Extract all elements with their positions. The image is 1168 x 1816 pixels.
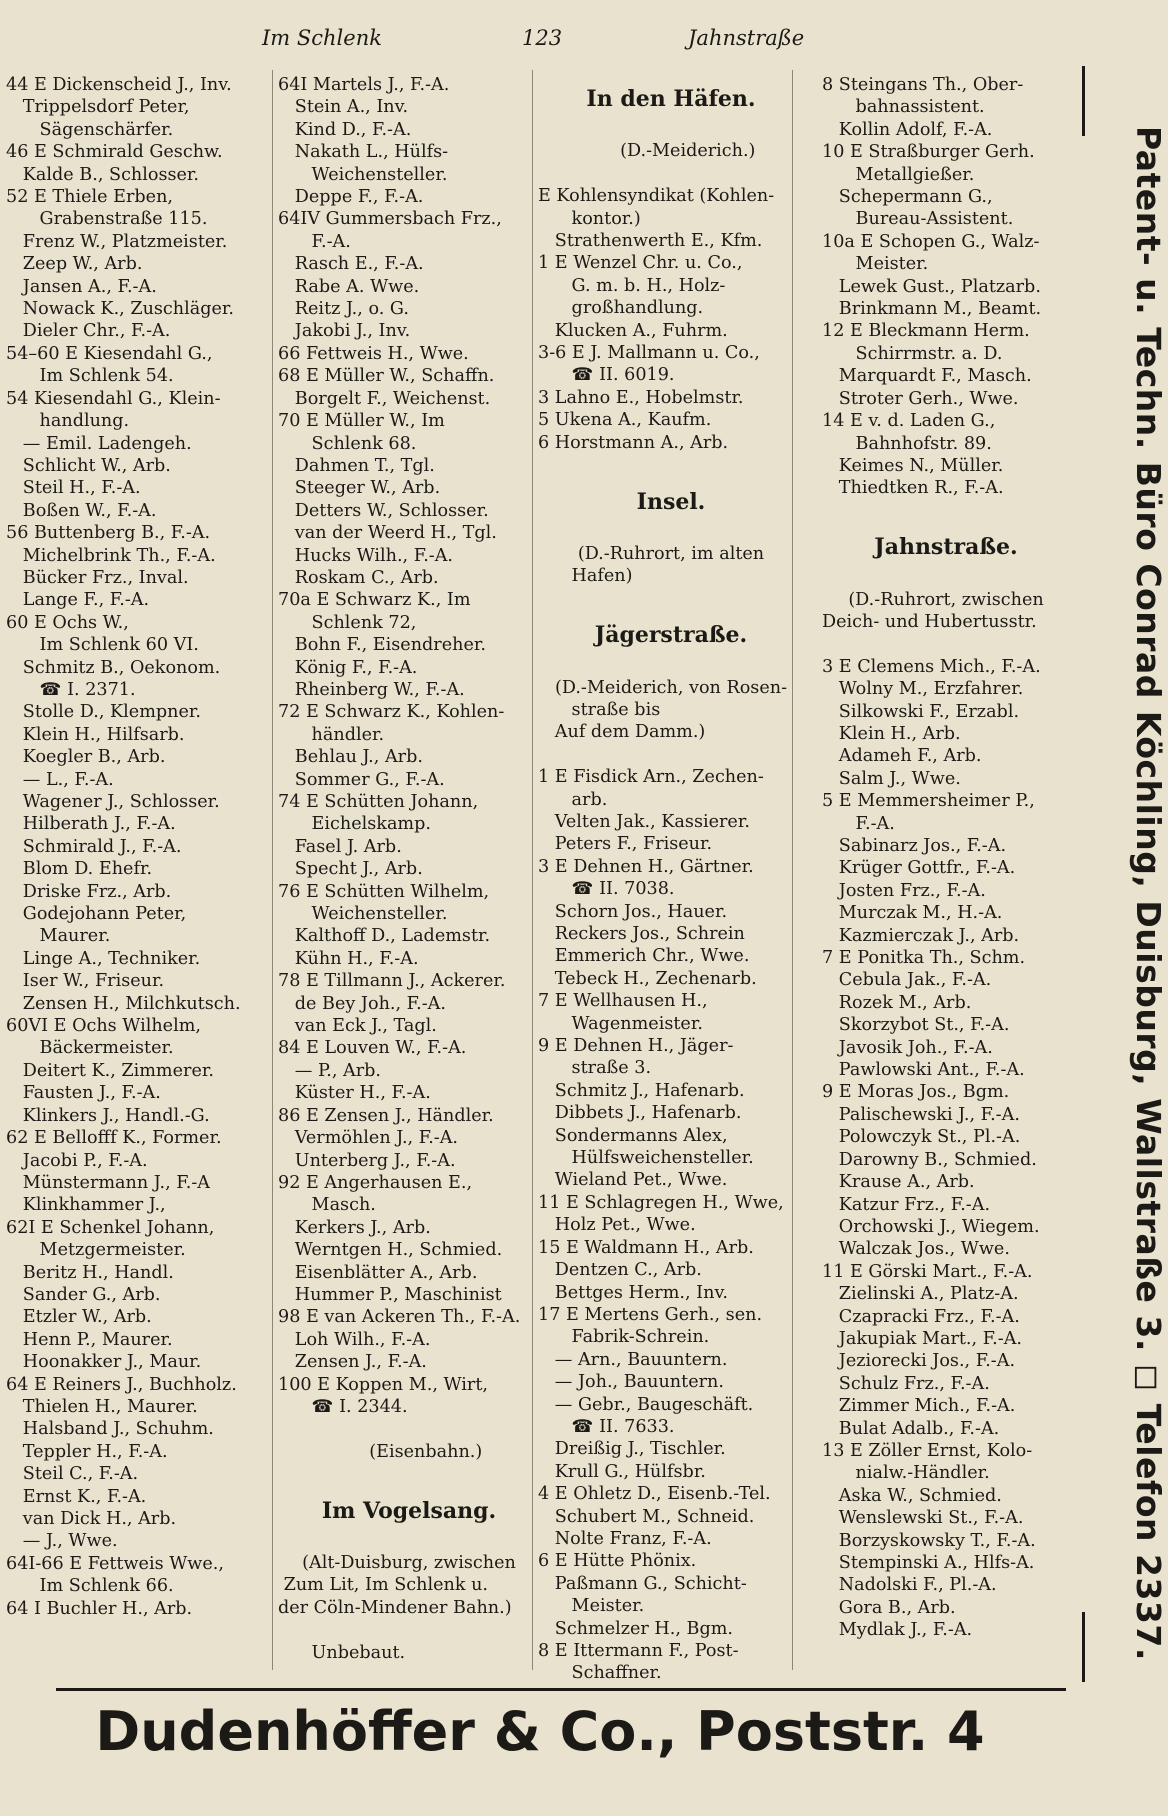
directory-entry: Steil H., F.-A.	[6, 478, 141, 499]
directory-entry: händler.	[278, 724, 385, 745]
directory-entry: Tebeck H., Zechenarb.	[538, 968, 757, 989]
directory-entry: Halsband J., Schuhm.	[6, 1419, 214, 1440]
directory-entry: Murczak M., H.-A.	[822, 903, 1003, 924]
directory-entry: Jakobi J., Inv.	[278, 321, 411, 342]
directory-entry: Adameh F., Arb.	[822, 746, 982, 767]
directory-entry: 66 Fettweis H., Wwe.	[278, 343, 469, 364]
directory-entry: Schorn Jos., Hauer.	[538, 901, 728, 922]
running-head-right: Jahnstraße	[688, 26, 805, 50]
directory-entry: Unterberg J., F.-A.	[278, 1150, 456, 1171]
directory-entry: Steeger W., Arb.	[278, 478, 441, 499]
directory-entry: van Eck J., Tagl.	[278, 1016, 437, 1037]
directory-entry: 62I E Schenkel Johann,	[6, 1217, 215, 1238]
spacer	[278, 1418, 540, 1440]
directory-entry: Metzgermeister.	[6, 1240, 186, 1261]
directory-entry: Kalde B., Schlosser.	[6, 164, 200, 185]
directory-entry: Jeziorecki Jos., F.-A.	[822, 1351, 1016, 1372]
directory-entry: ☎ II. 6019.	[538, 365, 675, 386]
directory-entry: Deich- und Hubertusstr.	[822, 611, 1037, 632]
spacer	[278, 1530, 540, 1552]
directory-entry: Kühn H., F.-A.	[278, 948, 419, 969]
directory-entry: Reckers Jos., Schrein	[538, 924, 745, 944]
directory-entry: 3 Lahno E., Hobelmstr.	[538, 387, 744, 408]
directory-entry: Nakath L., Hülfs-	[278, 142, 449, 163]
directory-entry: Zum Lit, Im Schlenk u.	[278, 1575, 488, 1596]
directory-entry: Nolte Franz, F.-A.	[538, 1528, 712, 1549]
directory-entry: Gora B., Arb.	[822, 1597, 956, 1618]
directory-entry: Kerkers J., Arb.	[278, 1217, 431, 1238]
directory-entry: Kazmierczak J., Arb.	[822, 925, 1020, 946]
directory-entry: Strathenwerth E., Kfm.	[538, 231, 763, 252]
directory-entry: Kollin Adolf, F.-A.	[822, 119, 993, 140]
directory-entry: 4 E Ohletz D., Eisenb.-Tel.	[538, 1484, 771, 1505]
directory-entry: 60 E Ochs W.,	[6, 612, 129, 633]
directory-entry: Jacobi P., F.-A.	[6, 1150, 148, 1171]
directory-entry: 7 E Ponitka Th., Schm.	[822, 948, 1026, 969]
directory-entry: Vermöhlen J., F.-A.	[278, 1128, 459, 1149]
spacer	[538, 163, 804, 185]
directory-entry: — L., F.-A.	[6, 769, 114, 790]
spacer	[538, 588, 804, 610]
street-heading: Jägerstraße.	[594, 622, 748, 649]
directory-entry: 64I-66 E Fettweis Wwe.,	[6, 1553, 224, 1574]
directory-entry: Borgelt F., Weichenst.	[278, 388, 491, 409]
spacer	[822, 500, 1070, 522]
directory-entry: Unbebaut.	[278, 1642, 406, 1663]
directory-entry: Steil C., F.-A.	[6, 1464, 139, 1485]
directory-entry: Schaffner.	[538, 1663, 662, 1684]
directory-entry: der Cöln-Mindener Bahn.)	[278, 1597, 512, 1618]
directory-entry: 68 E Müller W., Schaffn.	[278, 366, 495, 387]
directory-entry: Reitz J., o. G.	[278, 299, 409, 320]
directory-entry: Behlau J., Arb.	[278, 747, 423, 768]
directory-entry: Werntgen H., Schmied.	[278, 1240, 503, 1261]
directory-entry: ☎ I. 2371.	[6, 679, 136, 700]
directory-entry: Specht J., Arb.	[278, 859, 423, 880]
directory-entry: — Joh., Bauuntern.	[538, 1372, 724, 1393]
street-heading: In den Häfen.	[586, 86, 756, 112]
directory-entry: 3 E Clemens Mich., F.-A.	[822, 656, 1041, 677]
directory-entry: Holz Pet., Wwe.	[538, 1215, 696, 1236]
directory-entry: 5 Ukena A., Kaufm.	[538, 410, 712, 431]
directory-entry: 11 E Görski Mart., F.-A.	[822, 1261, 1033, 1282]
directory-entry: Rasch E., F.-A.	[278, 254, 424, 275]
directory-entry: Schlicht W., Arb.	[6, 455, 171, 476]
directory-entry: Auf dem Damm.)	[538, 722, 706, 743]
directory-entry: 78 E Tillmann J., Ackerer.	[278, 971, 506, 992]
directory-entry: ☎ I. 2344.	[278, 1396, 408, 1417]
directory-entry: 56 Buttenberg B., F.-A.	[6, 523, 211, 544]
street-note: (D.-Meiderich, von Rosen-	[554, 677, 788, 698]
directory-entry: Pawlowski Ant., F.-A.	[822, 1060, 1025, 1081]
directory-entry: Sommer G., F.-A.	[278, 769, 445, 790]
directory-entry: Rabe A. Wwe.	[278, 276, 420, 297]
directory-entry: Dibbets J., Hafenarb.	[538, 1103, 742, 1124]
directory-entry: 15 E Waldmann H., Arb.	[538, 1237, 754, 1258]
directory-entry: 98 E van Ackeren Th., F.-A.	[278, 1307, 521, 1328]
directory-entry: Aska W., Schmied.	[822, 1485, 1002, 1506]
page-number: 123	[522, 26, 563, 50]
directory-entry: 74 E Schütten Johann,	[278, 792, 479, 812]
directory-entry: Katzur Frz., F.-A.	[822, 1194, 991, 1215]
directory-entry: 64 I Buchler H., Arb.	[6, 1598, 193, 1619]
directory-entry: Klucken A., Fuhrm.	[538, 320, 728, 341]
directory-entry: Im Schlenk 60 VI.	[6, 635, 199, 656]
directory-entry: Thiedtken R., F.-A.	[822, 478, 1004, 499]
directory-entry: 44 E Dickenscheid J., Inv.	[6, 75, 232, 95]
directory-entry: 9 E Moras Jos., Bgm.	[822, 1082, 1010, 1103]
street-note: (D.-Ruhrort, im alten	[577, 543, 765, 564]
directory-entry: Meister.	[822, 254, 929, 275]
directory-entry: 12 E Bleckmann Herm.	[822, 321, 1030, 342]
directory-entry: Im Schlenk 66.	[6, 1576, 174, 1597]
directory-entry: Hummer P., Maschinist	[278, 1284, 502, 1305]
directory-entry: Bulat Adalb., F.-A.	[822, 1418, 1000, 1439]
directory-entry: Schmirald J., F.-A.	[6, 836, 182, 857]
directory-entry: Bureau-Assistent.	[822, 209, 1014, 230]
directory-entry: 3-6 E J. Mallmann u. Co.,	[538, 343, 760, 364]
directory-entry: Rozek M., Arb.	[822, 992, 972, 1013]
directory-entry: Beritz H., Handl.	[6, 1262, 174, 1283]
directory-entry: 13 E Zöller Ernst, Kolo-	[822, 1440, 1033, 1461]
directory-entry: Brinkmann M., Beamt.	[822, 299, 1042, 320]
directory-entry: Roskam C., Arb.	[278, 567, 439, 588]
directory-entry: Sondermanns Alex,	[538, 1125, 728, 1146]
directory-entry: 52 E Thiele Erben,	[6, 187, 174, 208]
directory-entry: arb.	[538, 789, 608, 810]
directory-entry: Wagenmeister.	[538, 1013, 703, 1034]
directory-entry: großhandlung.	[538, 298, 704, 319]
directory-entry: 84 E Louven W., F.-A.	[278, 1038, 467, 1059]
directory-entry: Dieler Chr., F.-A.	[6, 321, 171, 342]
side-advertisement	[1074, 66, 1168, 1682]
directory-entry: 76 E Schütten Wilhelm,	[278, 881, 490, 902]
footer-advertisement: Dudenhöffer & Co., Poststr. 4	[95, 1700, 985, 1763]
directory-entry: Eisenblätter A., Arb.	[278, 1262, 478, 1283]
directory-entry: Teppler H., F.-A.	[6, 1441, 168, 1462]
directory-entry: 3 E Dehnen H., Gärtner.	[538, 856, 754, 877]
directory-entry: Metallgießer.	[822, 164, 975, 185]
directory-entry: Detters W., Schlosser.	[278, 500, 489, 521]
spacer	[538, 521, 804, 543]
directory-entry: Maurer.	[6, 926, 111, 947]
directory-entry: 64I Martels J., F.-A.	[278, 75, 450, 95]
directory-entry: Marquardt F., Masch.	[822, 366, 1032, 387]
directory-entry: Nadolski F., Pl.-A.	[822, 1575, 997, 1596]
spacer	[822, 566, 1070, 588]
directory-entry: Bahnhofstr. 89.	[822, 433, 992, 454]
directory-entry: Hilberath J., F.-A.	[6, 814, 176, 835]
directory-entry: Küster H., F.-A.	[278, 1083, 431, 1104]
directory-entry: 8 Steingans Th., Ober-	[822, 75, 1024, 95]
directory-entry: straße 3.	[538, 1058, 652, 1079]
rule-line	[1082, 66, 1085, 136]
spacer	[822, 633, 1070, 655]
directory-entry: Koegler B., Arb.	[6, 747, 166, 768]
directory-entry: Sägenschärfer.	[6, 119, 174, 140]
directory-entry: Driske Frz., Arb.	[6, 881, 172, 902]
directory-entry: Palischewski J., F.-A.	[822, 1104, 1020, 1125]
directory-entry: Im Schlenk 54.	[6, 366, 174, 387]
directory-entry: Ernst K., F.-A.	[6, 1486, 147, 1507]
directory-entry: Blom D. Ehefr.	[6, 859, 153, 880]
directory-entry: Linge A., Techniker.	[6, 948, 201, 969]
directory-entry: Stempinski A., Hlfs-A.	[822, 1553, 1035, 1573]
side-advert-text: Patent- u. Techn. Büro Conrad Köchling, Duisburg, Wallstraße 3. ◻ Telefon 2337.	[1129, 126, 1168, 1661]
directory-entry: 10a E Schopen G., Walz-	[822, 231, 1040, 252]
directory-entry: 70a E Schwarz K., Im	[278, 590, 471, 611]
directory-entry: Trippelsdorf Peter,	[6, 97, 190, 118]
directory-entry: Cebula Jak., F.-A.	[822, 970, 992, 991]
directory-entry: Fasel J. Arb.	[278, 836, 402, 857]
directory-entry: Kind D., F.-A.	[278, 119, 412, 140]
directory-entry: 92 E Angerhausen E.,	[278, 1172, 473, 1193]
directory-entry: Zielinski A., Platz-A.	[822, 1284, 1019, 1305]
directory-entry: Borzyskowsky T., F.-A.	[822, 1530, 1036, 1551]
spacer	[538, 744, 804, 766]
directory-entry: nialw.-Händler.	[822, 1463, 990, 1484]
directory-entry: 64IV Gummersbach Frz.,	[278, 209, 502, 230]
directory-entry: Thielen H., Maurer.	[6, 1396, 198, 1417]
directory-entry: — J., Wwe.	[6, 1531, 118, 1552]
directory-entry: Zimmer Mich., F.-A.	[822, 1396, 1016, 1417]
directory-entry: Czapracki Frz., F.-A.	[822, 1306, 1020, 1327]
directory-entry: E Kohlensyndikat (Kohlen-	[538, 186, 775, 207]
spacer	[278, 1619, 540, 1641]
directory-entry: Münstermann J., F.-A	[6, 1172, 210, 1193]
directory-entry: Krull G., Hülfsbr.	[538, 1461, 706, 1482]
directory-entry: 1 E Wenzel Chr. u. Co.,	[538, 253, 743, 274]
directory-entry: Klinkhammer J.,	[6, 1195, 166, 1216]
directory-entry: Stroter Gerh., Wwe.	[822, 388, 1019, 409]
rule-line	[1082, 1612, 1085, 1682]
directory-entry: 70 E Müller W., Im	[278, 411, 445, 432]
directory-entry: Jakupiak Mart., F.-A.	[822, 1328, 1023, 1349]
directory-entry: 17 E Mertens Gerh., sen.	[538, 1304, 763, 1325]
street-heading: Im Vogelsang.	[321, 1497, 497, 1524]
directory-entry: G. m. b. H., Holz-	[538, 275, 726, 296]
directory-entry: Wagener J., Schlosser.	[6, 792, 220, 812]
directory-entry: Boßen W., F.-A.	[6, 500, 157, 521]
directory-entry: Michelbrink Th., F.-A.	[6, 545, 216, 566]
directory-entry: Lewek Gust., Platzarb.	[822, 276, 1041, 297]
directory-entry: 60VI E Ochs Wilhelm,	[6, 1016, 201, 1037]
directory-entry: Fabrik-Schrein.	[538, 1327, 710, 1348]
directory-entry: Peters F., Friseur.	[538, 834, 713, 855]
directory-entry: Etzler W., Arb.	[6, 1307, 152, 1328]
directory-entry: Schmelzer H., Bgm.	[538, 1618, 734, 1639]
directory-entry: Weichensteller.	[278, 904, 448, 925]
directory-entry: Masch.	[278, 1195, 376, 1216]
directory-entry: Frenz W., Platzmeister.	[6, 231, 228, 252]
directory-column-4	[822, 74, 1070, 1642]
directory-entry: Silkowski F., Erzabl.	[822, 701, 1020, 722]
directory-entry: Meister.	[538, 1596, 645, 1617]
directory-entry: Schirrmstr. a. D.	[822, 343, 1003, 364]
directory-entry: Bettges Herm., Inv.	[538, 1282, 728, 1303]
directory-entry: bahnassistent.	[822, 97, 985, 118]
directory-entry: 64 E Reiners J., Buchholz.	[6, 1374, 237, 1395]
directory-entry: 100 E Koppen M., Wirt,	[278, 1374, 488, 1395]
directory-entry: handlung.	[6, 411, 130, 432]
directory-entry: 10 E Straßburger Gerh.	[822, 142, 1035, 163]
directory-entry: Hafen)	[538, 566, 633, 587]
street-heading: Insel.	[636, 488, 706, 515]
directory-entry: Orchowski J., Wiegem.	[822, 1216, 1040, 1237]
directory-entry: Nowack K., Zuschläger.	[6, 299, 234, 320]
directory-entry: van der Weerd H., Tgl.	[278, 523, 497, 544]
directory-entry: Bohn F., Eisendreher.	[278, 635, 486, 656]
directory-entry: Deppe F., F.-A.	[278, 187, 424, 208]
directory-entry: kontor.)	[538, 208, 641, 229]
directory-entry: Schulz Frz., F.-A.	[822, 1373, 990, 1394]
directory-entry: Grabenstraße 115.	[6, 209, 208, 230]
directory-entry: Zensen J., F.-A.	[278, 1352, 427, 1373]
directory-entry: Rheinberg W., F.-A.	[278, 679, 465, 700]
directory-entry: Paßmann G., Schicht-	[538, 1573, 747, 1594]
spacer	[538, 454, 804, 476]
directory-entry: — Gebr., Baugeschäft.	[538, 1394, 754, 1415]
directory-entry: Krause A., Arb.	[822, 1172, 975, 1193]
directory-entry: Deitert K., Zimmerer.	[6, 1060, 214, 1081]
directory-entry: Wieland Pet., Wwe.	[538, 1170, 728, 1191]
directory-column-1	[6, 74, 276, 1620]
street-heading: Jahnstraße.	[874, 534, 1018, 561]
directory-entry: 54–60 E Kiesendahl G.,	[6, 343, 213, 364]
directory-entry: 86 E Zensen J., Händler.	[278, 1105, 494, 1126]
street-note: (Eisenbahn.)	[335, 1441, 483, 1462]
spacer	[278, 1463, 540, 1485]
running-head-left: Im Schlenk	[262, 26, 382, 50]
directory-entry: 72 E Schwarz K., Kohlen-	[278, 702, 505, 723]
directory-entry: Josten Frz., F.-A.	[822, 880, 986, 901]
spacer	[538, 654, 804, 676]
directory-entry: — Arn., Bauuntern.	[538, 1349, 728, 1370]
directory-entry: Wolny M., Erzfahrer.	[822, 679, 1024, 700]
directory-entry: Zeep W., Arb.	[6, 254, 143, 275]
directory-entry: Weichensteller.	[278, 164, 448, 185]
directory-column-2	[278, 74, 540, 1664]
directory-column-3	[538, 74, 804, 1685]
directory-entry: Bäckermeister.	[6, 1038, 174, 1059]
directory-entry: Stolle D., Klempner.	[6, 702, 201, 723]
directory-entry: Stein A., Inv.	[278, 97, 409, 118]
directory-entry: ☎ II. 7633.	[538, 1416, 675, 1437]
directory-entry: Schlenk 68.	[278, 433, 417, 454]
directory-entry: F.-A.	[278, 231, 351, 252]
directory-entry: 54 Kiesendahl G., Klein-	[6, 388, 221, 409]
street-note: (D.-Meiderich.)	[586, 141, 756, 162]
directory-entry: — P., Arb.	[278, 1060, 381, 1081]
directory-entry: 5 E Memmersheimer P.,	[822, 791, 1035, 812]
directory-entry: Schepermann G.,	[822, 187, 993, 208]
spacer	[538, 118, 804, 140]
street-note: (D.-Ruhrort, zwischen	[848, 589, 1044, 610]
directory-entry: Velten Jak., Kassierer.	[538, 811, 750, 832]
directory-entry: Mydlak J., F.-A.	[822, 1620, 973, 1641]
directory-entry: de Bey Joh., F.-A.	[278, 993, 446, 1014]
directory-entry: Walczak Jos., Wwe.	[822, 1239, 1010, 1260]
directory-entry: Javosik Joh., F.-A.	[822, 1037, 993, 1058]
directory-entry: — Emil. Ladengeh.	[6, 433, 192, 454]
directory-entry: Salm J., Wwe.	[822, 768, 961, 789]
directory-entry: Jansen A., F.-A.	[6, 276, 157, 297]
directory-entry: 6 Horstmann A., Arb.	[538, 432, 729, 453]
directory-entry: 9 E Dehnen H., Jäger-	[538, 1036, 734, 1057]
directory-entry: 6 E Hütte Phönix.	[538, 1551, 697, 1572]
directory-entry: Klein H., Hilfsarb.	[6, 724, 185, 745]
directory-entry: Godejohann Peter,	[6, 904, 187, 925]
directory-entry: Polowczyk St., Pl.-A.	[822, 1127, 1021, 1148]
directory-entry: Lange F., F.-A.	[6, 590, 150, 611]
directory-entry: Skorzybot St., F.-A.	[822, 1015, 1010, 1036]
directory-entry: Eichelskamp.	[278, 814, 431, 835]
directory-entry: Dentzen C., Arb.	[538, 1260, 702, 1281]
directory-entry: Schmitz J., Hafenarb.	[538, 1080, 745, 1101]
directory-entry: Fausten J., F.-A.	[6, 1083, 161, 1104]
directory-entry: Schlenk 72,	[278, 612, 417, 633]
directory-entry: F.-A.	[822, 813, 895, 834]
directory-entry: Schmitz B., Oekonom.	[6, 657, 221, 678]
directory-entry: Hoonakker J., Maur.	[6, 1352, 202, 1373]
directory-entry: Hucks Wilh., F.-A.	[278, 545, 454, 566]
directory-entry: Klinkers J., Handl.-G.	[6, 1105, 210, 1126]
directory-entry: Dahmen T., Tgl.	[278, 455, 435, 476]
directory-entry: Iser W., Friseur.	[6, 971, 165, 992]
directory-entry: straße bis	[538, 699, 661, 720]
directory-entry: 14 E v. d. Laden G.,	[822, 411, 996, 432]
footer-rule	[56, 1688, 1066, 1691]
directory-entry: Kalthoff D., Lademstr.	[278, 926, 491, 947]
directory-entry: König F., F.-A.	[278, 657, 418, 678]
directory-entry: 46 E Schmirald Geschw.	[6, 142, 223, 163]
directory-entry: Bücker Frz., Inval.	[6, 567, 189, 588]
directory-entry: van Dick H., Arb.	[6, 1509, 177, 1529]
directory-entry: Wenslewski St., F.-A.	[822, 1508, 1024, 1529]
directory-entry: Sander G., Arb.	[6, 1284, 161, 1305]
directory-entry: Dreißig J., Tischler.	[538, 1439, 726, 1460]
directory-entry: Klein H., Arb.	[822, 723, 961, 744]
directory-entry: 7 E Wellhausen H.,	[538, 991, 708, 1012]
directory-entry: Schubert M., Schneid.	[538, 1506, 755, 1527]
street-note: (Alt-Duisburg, zwischen	[302, 1553, 516, 1573]
directory-entry: Keimes N., Müller.	[822, 455, 1004, 476]
directory-entry: Hülfsweichensteller.	[538, 1148, 754, 1169]
directory-entry: 62 E Bellofff K., Former.	[6, 1128, 222, 1149]
directory-entry: Darowny B., Schmied.	[822, 1149, 1037, 1170]
directory-entry: Sabinarz Jos., F.-A.	[822, 836, 1007, 856]
directory-entry: Emmerich Chr., Wwe.	[538, 946, 750, 967]
directory-entry: 8 E Ittermann F., Post-	[538, 1641, 739, 1661]
directory-entry: ☎ II. 7038.	[538, 879, 675, 900]
directory-entry: Henn P., Maurer.	[6, 1329, 173, 1350]
directory-entry: Zensen H., Milchkutsch.	[6, 993, 241, 1014]
directory-entry: 1 E Fisdick Arn., Zechen-	[538, 767, 764, 788]
directory-entry: Krüger Gottfr., F.-A.	[822, 858, 1016, 879]
directory-entry: Loh Wilh., F.-A.	[278, 1329, 431, 1350]
directory-entry: 11 E Schlagregen H., Wwe,	[538, 1192, 784, 1213]
